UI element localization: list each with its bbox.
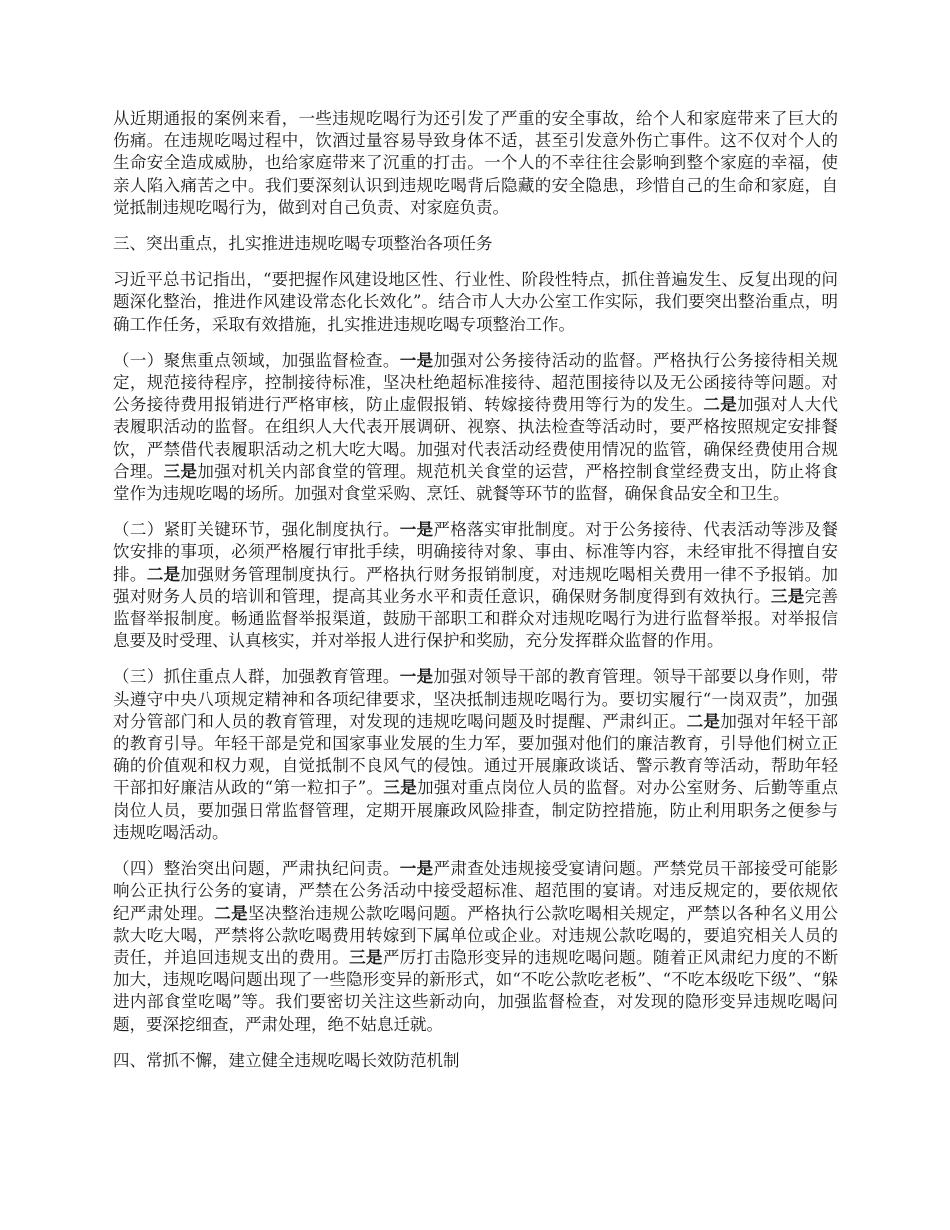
point-marker: 三是 (163, 461, 198, 481)
point-marker: 二是 (686, 711, 721, 731)
point-text: 加强对公务接待活动的监督。严格执行公务接待相关规定，规范接待程序，控制接待标准，坚决杜绝超标准接待、超范围接待以及无公函接待等问题。对公务接待费用报销进行严格审核，防止虚假报销、转嫁接待费用等行为的发生。 (113, 350, 839, 415)
point-marker: 一是 (399, 350, 434, 370)
paragraph-subsection-2 (113, 519, 838, 652)
point-marker: 一是 (399, 520, 434, 540)
paragraph-subsection-3 (113, 666, 838, 844)
point-text: 坚决整治违规公款吃喝问题。严格执行公款吃喝相关规定，严禁以各种名义用公款大吃大喝，严禁将公款吃喝费用转嫁到下属单位或企业。对违规公款吃喝的，要追究相关人员的责任，并追回违规支出的费用。 (113, 903, 839, 967)
section-heading-4: 四、常抓不懈，建立健全违规吃喝长效防范机制 (113, 1050, 460, 1070)
subsection-title: （一）聚焦重点领域，加强监督检查。 (113, 350, 400, 370)
point-marker: 三是 (770, 586, 805, 606)
document-page (113, 108, 838, 1086)
paragraph-safety-risks: 从近期通报的案例来看，一些违规吃喝行为还引发了严重的安全事故，给个人和家庭带来了巨大的伤痛。在违规吃喝过程中，饮酒过量容易导致身体不适，甚至引发意外伤亡事件。这不仅对个人的生命安全造成威胁，也给家庭带来了沉重的打击。一个人的不幸往往会影响到整个家庭的幸福，使亲人陷入痛苦之中。我们要深刻认识到违规吃喝背后隐藏的安全隐患，珍惜自己的生命和家庭，自觉抵制违规吃喝行为，做到对自己负责、对家庭负责。 (113, 109, 838, 217)
point-text: 严肃查处违规接受宴请问题。严禁党员干部接受可能影响公正执行公务的宴请，严禁在公务活动中接受超标准、超范围的宴请。对违反规定的，要依规依纪严肃处理。 (113, 859, 839, 923)
point-marker: 三是 (349, 947, 383, 967)
point-marker: 二是 (146, 564, 181, 584)
point-text: 加强财务管理制度执行。严格执行财务报销制度，对违规吃喝相关费用一律不予报销。加强对财务人员的培训和管理，提高其业务水平和责任意识，确保财务制度得到有效执行。 (113, 564, 839, 606)
point-text: 加强对机关内部食堂的管理。规范机关食堂的运营，严格控制食堂经费支出，防止将食堂作为违规吃喝的场所。加强对食堂采购、烹饪、就餐等环节的监督，确保食品安全和卫生。 (113, 461, 839, 504)
subsection-title: （三）抓住重点人群，加强教育管理。 (113, 667, 400, 687)
point-marker: 二是 (703, 395, 738, 415)
point-marker: 一是 (399, 859, 434, 879)
point-text: 加强对领导干部的教育管理。领导干部要以身作则，带头遵守中央八项规定精神和各项纪律要求，坚决抵制违规吃喝行为。要切实履行“一岗双责”，加强对分管部门和人员的教育管理，对发现的违规吃喝问题及时提醒、严肃纠正。 (113, 667, 839, 731)
point-text: 严厉打击隐形变异的违规吃喝问题。随着正风肃纪力度的不断加大，违规吃喝问题出现了一些隐形变异的新形式，如“不吃公款吃老板”、“不吃本级吃下级”、“躲进内部食堂吃喝”等。我们要密切关注这些新动向，加强监督检查，对发现的隐形变异违规吃喝问题，要深挖细查，严肃处理，绝不姑息迁就。 (113, 947, 839, 1034)
paragraph-subsection-1 (113, 350, 838, 505)
point-text: 加强对人大代表履职活动的监督。在组织人大代表开展调研、视察、执法检查等活动时，要严格按照规定安排餐饮，严禁借代表履职活动之机大吃大喝。加强对代表活动经费使用情况的监管，确保经费使用合规合理。 (113, 395, 839, 481)
subsection-title: （二）紧盯关键环节，强化制度执行。 (113, 520, 400, 540)
point-text: 严格落实审批制度。对于公务接待、代表活动等涉及餐饮安排的事项，必须严格履行审批手续，明确接待对象、事由、标准等内容，未经审批不得擅自安排。 (113, 520, 839, 584)
section-heading-3: 三、突出重点，扎实推进违规吃喝专项整治各项任务 (113, 234, 493, 254)
point-marker: 二是 (214, 903, 248, 923)
point-text: 加强对重点岗位人员的监督。对办公室财务、后勤等重点岗位人员，要加强日常监督管理，定期开展廉政风险排查，制定防控措施，防止利用职务之便参与违规吃喝活动。 (113, 778, 839, 842)
point-text: 加强对年轻干部的教育引导。年轻干部是党和国家事业发展的生力军，要加强对他们的廉洁教育，引导他们树立正确的价值观和权力观，自觉抵制不良风气的侵蚀。通过开展廉政谈话、警示教育等活动，帮助年轻干部扣好廉洁从政的“第一粒扣子”。 (113, 711, 839, 798)
paragraph-xi-quote: 习近平总书记指出，“要把握作风建设地区性、行业性、阶段性特点，抓住普遍发生、反复出现的问题深化整治，推进作风建设常态化长效化”。结合市人大办公室工作实际，我们要突出整治重点，明确工作任务，采取有效措施，扎实推进违规吃喝专项整治工作。 (113, 270, 838, 334)
point-marker: 三是 (383, 778, 418, 798)
point-text: 完善监督举报制度。畅通监督举报渠道，鼓励干部职工和群众对违规吃喝行为进行监督举报。对举报信息要及时受理、认真核实，并对举报人进行保护和奖励，充分发挥群众监督的作用。 (113, 586, 839, 651)
point-marker: 一是 (399, 667, 434, 687)
subsection-title: （四）整治突出问题，严肃执纪问责。 (113, 859, 400, 879)
paragraph-subsection-4 (113, 858, 838, 1036)
